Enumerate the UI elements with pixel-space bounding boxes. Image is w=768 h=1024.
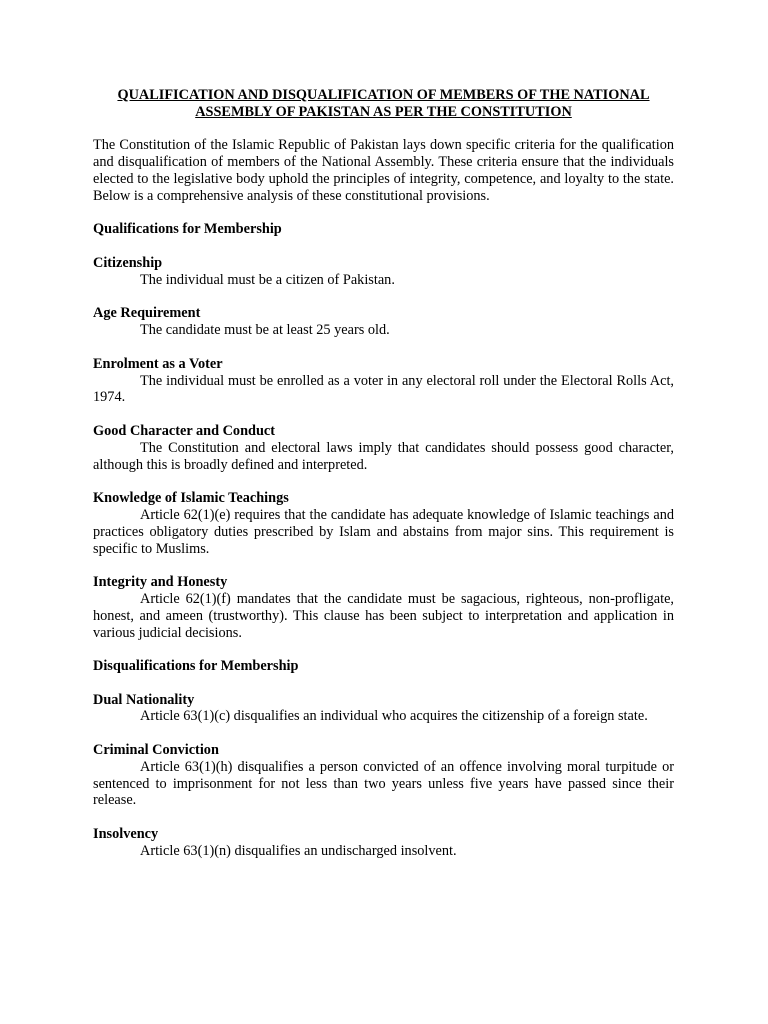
qualification-item [93, 255, 674, 289]
disqualification-item [93, 692, 674, 726]
item-body: The individual must be a citizen of Pakistan. [140, 271, 395, 288]
item-heading: Criminal Conviction [93, 742, 219, 759]
spacer [93, 289, 674, 306]
item-body: Article 63(1)(c) disqualifies an individual who acquires the citizenship of a foreign state. [140, 708, 648, 725]
item-heading: Dual Nationality [93, 691, 195, 708]
qualification-item [93, 490, 674, 557]
document-page [93, 87, 674, 860]
qualification-item [93, 356, 674, 406]
spacer [93, 473, 674, 490]
item-heading: Insolvency [93, 826, 159, 843]
disqualifications-heading: Disqualifications for Membership [93, 658, 299, 675]
item-heading: Citizenship [93, 254, 163, 271]
spacer [93, 725, 674, 742]
qualification-item [93, 574, 674, 641]
title-line-2: ASSEMBLY OF PAKISTAN AS PER THE CONSTITUTION [195, 103, 572, 120]
item-body: Article 62(1)(f) mandates that the candidate must be sagacious, righteous, non-profligate, honest, and ameen (trustworthy). This clause has been subject to interpretation and application in various judicial decisions. [93, 590, 674, 641]
spacer [93, 121, 674, 138]
spacer [93, 809, 674, 826]
spacer [93, 406, 674, 423]
disqualification-item [93, 742, 674, 809]
item-body: The Constitution and electoral laws imply that candidates should possess good character, although this is broadly defined and interpreted. [93, 439, 674, 473]
item-heading: Knowledge of Islamic Teachings [93, 490, 289, 507]
spacer [93, 641, 674, 658]
item-heading: Age Requirement [93, 305, 201, 322]
item-body: Article 63(1)(n) disqualifies an undischarged insolvent. [140, 842, 457, 859]
intro-paragraph: The Constitution of the Islamic Republic of Pakistan lays down specific criteria for the qualification and disqualification of members of the National Assembly. These criteria ensure that the individuals elected to the legislative body uphold the principles of integrity, competence, and loyalty to the state. Below is a comprehensive analysis of these constitutional provisions. [93, 137, 674, 204]
item-body: Article 63(1)(h) disqualifies a person convicted of an offence involving moral turpitude or sentenced to imprisonment for not less than two years unless five years have passed since their release. [93, 758, 674, 809]
item-heading: Enrolment as a Voter [93, 355, 223, 372]
item-heading: Good Character and Conduct [93, 422, 276, 439]
disqualification-item [93, 826, 674, 860]
spacer [93, 675, 674, 692]
item-body: The individual must be enrolled as a voter in any electoral roll under the Electoral Rolls Act, 1974. [93, 372, 674, 406]
item-heading: Integrity and Honesty [93, 574, 228, 591]
spacer [93, 557, 674, 574]
document-title [93, 87, 674, 121]
qualification-item [93, 305, 674, 339]
spacer [93, 205, 674, 222]
item-body: The candidate must be at least 25 years old. [140, 322, 390, 339]
spacer [93, 339, 674, 356]
qualification-item [93, 423, 674, 473]
spacer [93, 238, 674, 255]
title-line-1: QUALIFICATION AND DISQUALIFICATION OF MEMBERS OF THE NATIONAL [117, 87, 650, 103]
qualifications-heading: Qualifications for Membership [93, 221, 282, 238]
item-body: Article 62(1)(e) requires that the candidate has adequate knowledge of Islamic teachings and practices obligatory duties prescribed by Islam and abstains from major sins. This requirement is specific to Muslims. [93, 506, 674, 557]
